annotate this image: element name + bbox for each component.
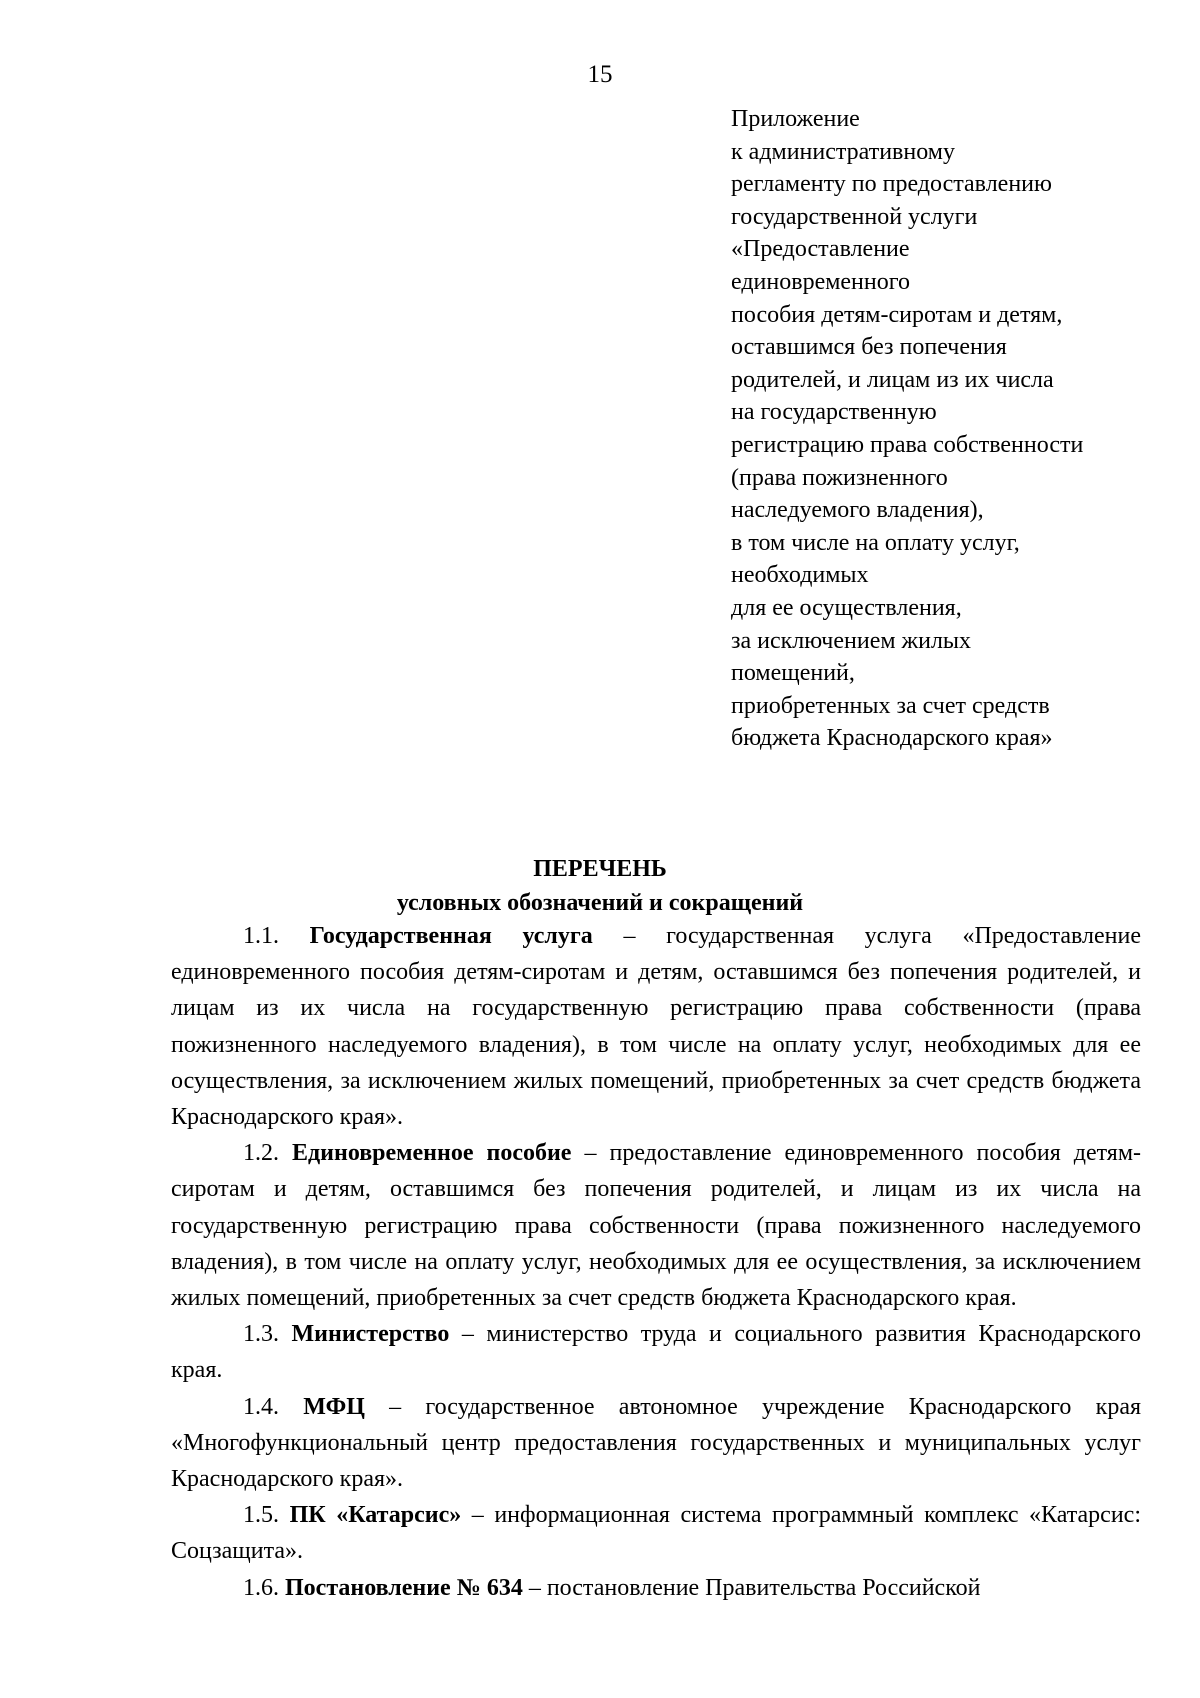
item-term: МФЦ bbox=[303, 1393, 365, 1420]
item-text: – министерство труда и социального развития Краснодарского края. bbox=[171, 1321, 1141, 1384]
document-title: ПЕРЕЧЕНЬ bbox=[533, 856, 667, 882]
appendix-line: «Предоставление bbox=[731, 236, 910, 263]
appendix-line: в том числе на оплату услуг, bbox=[731, 529, 1020, 556]
definition-item bbox=[171, 1316, 1141, 1388]
appendix-line: Приложение bbox=[731, 106, 860, 132]
item-term: Министерство bbox=[291, 1321, 450, 1348]
definition-item bbox=[171, 918, 1141, 1135]
item-text: – предоставление единовременного пособия детям-сиротам и детям, оставшимся без попечения родителей, и лицам из их числа на государственную регистрацию права собственности (права пожизненного наследуемого владения), в том числе на оплату услуг, необходимых для ее осуществления, за исключением жилых помещений, приобретенных за счет средств бюджета Краснодарского края. bbox=[171, 1140, 1142, 1312]
item-text: – постановление Правительства Российской bbox=[528, 1574, 981, 1601]
appendix-line: на государственную bbox=[731, 399, 937, 426]
item-term: Единовременное пособие bbox=[292, 1140, 572, 1167]
appendix-line: бюджета Краснодарского края» bbox=[731, 725, 1053, 752]
definition-item bbox=[171, 1389, 1141, 1498]
item-term: ПК «Катарсис» bbox=[289, 1502, 462, 1529]
appendix-line: приобретенных за счет средств bbox=[731, 692, 1050, 719]
definitions-list bbox=[171, 918, 1141, 1606]
appendix-line: к административному bbox=[731, 138, 955, 165]
appendix-line: для ее осуществления, bbox=[731, 594, 962, 621]
item-number: 1.3. bbox=[243, 1321, 279, 1348]
item-number: 1.5. bbox=[243, 1502, 279, 1529]
appendix-line: государственной услуги bbox=[731, 203, 978, 230]
item-number: 1.4. bbox=[243, 1393, 279, 1420]
item-number: 1.6. bbox=[243, 1574, 279, 1601]
item-text: – государственная услуга «Предоставление единовременного пособия детям-сиротам и детям, оставшимся без попечения родителей, и лицам из их числа на государственную регистрацию права собственности (права пожизненного наследуемого владения), в том числе на оплату услуг, необходимых для ее осуществления, за исключением жилых помещений, приобретенных за счет средств бюджета Краснодарского края». bbox=[171, 923, 1142, 1131]
item-text: – информационная система программный комплекс «Катарсис: Соцзащита». bbox=[171, 1502, 1141, 1565]
appendix-line: единовременного bbox=[731, 268, 910, 295]
appendix-line: наследуемого владения), bbox=[731, 497, 984, 524]
item-term: Государственная услуга bbox=[309, 923, 593, 949]
appendix-line: регистрацию права собственности bbox=[731, 431, 1084, 458]
appendix-line: помещений, bbox=[731, 660, 855, 687]
appendix-line: пособия детям-сиротам и детям, bbox=[731, 301, 1063, 328]
item-term: Постановление № 634 bbox=[285, 1574, 523, 1601]
item-number: 1.1. bbox=[243, 923, 279, 949]
appendix-line: родителей, и лицам из их числа bbox=[731, 366, 1054, 393]
document-subtitle: условных обозначений и сокращений bbox=[396, 890, 804, 916]
appendix-line: оставшимся без попечения bbox=[731, 334, 1007, 361]
appendix-header bbox=[731, 103, 1161, 755]
definition-item bbox=[171, 1570, 1141, 1606]
definition-item bbox=[171, 1135, 1141, 1316]
item-number: 1.2. bbox=[243, 1140, 279, 1167]
item-text: – государственное автономное учреждение Краснодарского края «Многофункциональный центр предоставления государственных и муниципальных услуг Краснодарского края». bbox=[171, 1393, 1142, 1493]
appendix-line: необходимых bbox=[731, 562, 869, 589]
definition-item bbox=[171, 1497, 1141, 1569]
appendix-line: за исключением жилых bbox=[731, 627, 972, 654]
appendix-line: (права пожизненного bbox=[731, 464, 948, 491]
page-number: 15 bbox=[587, 61, 613, 88]
appendix-line: регламенту по предоставлению bbox=[731, 171, 1052, 198]
